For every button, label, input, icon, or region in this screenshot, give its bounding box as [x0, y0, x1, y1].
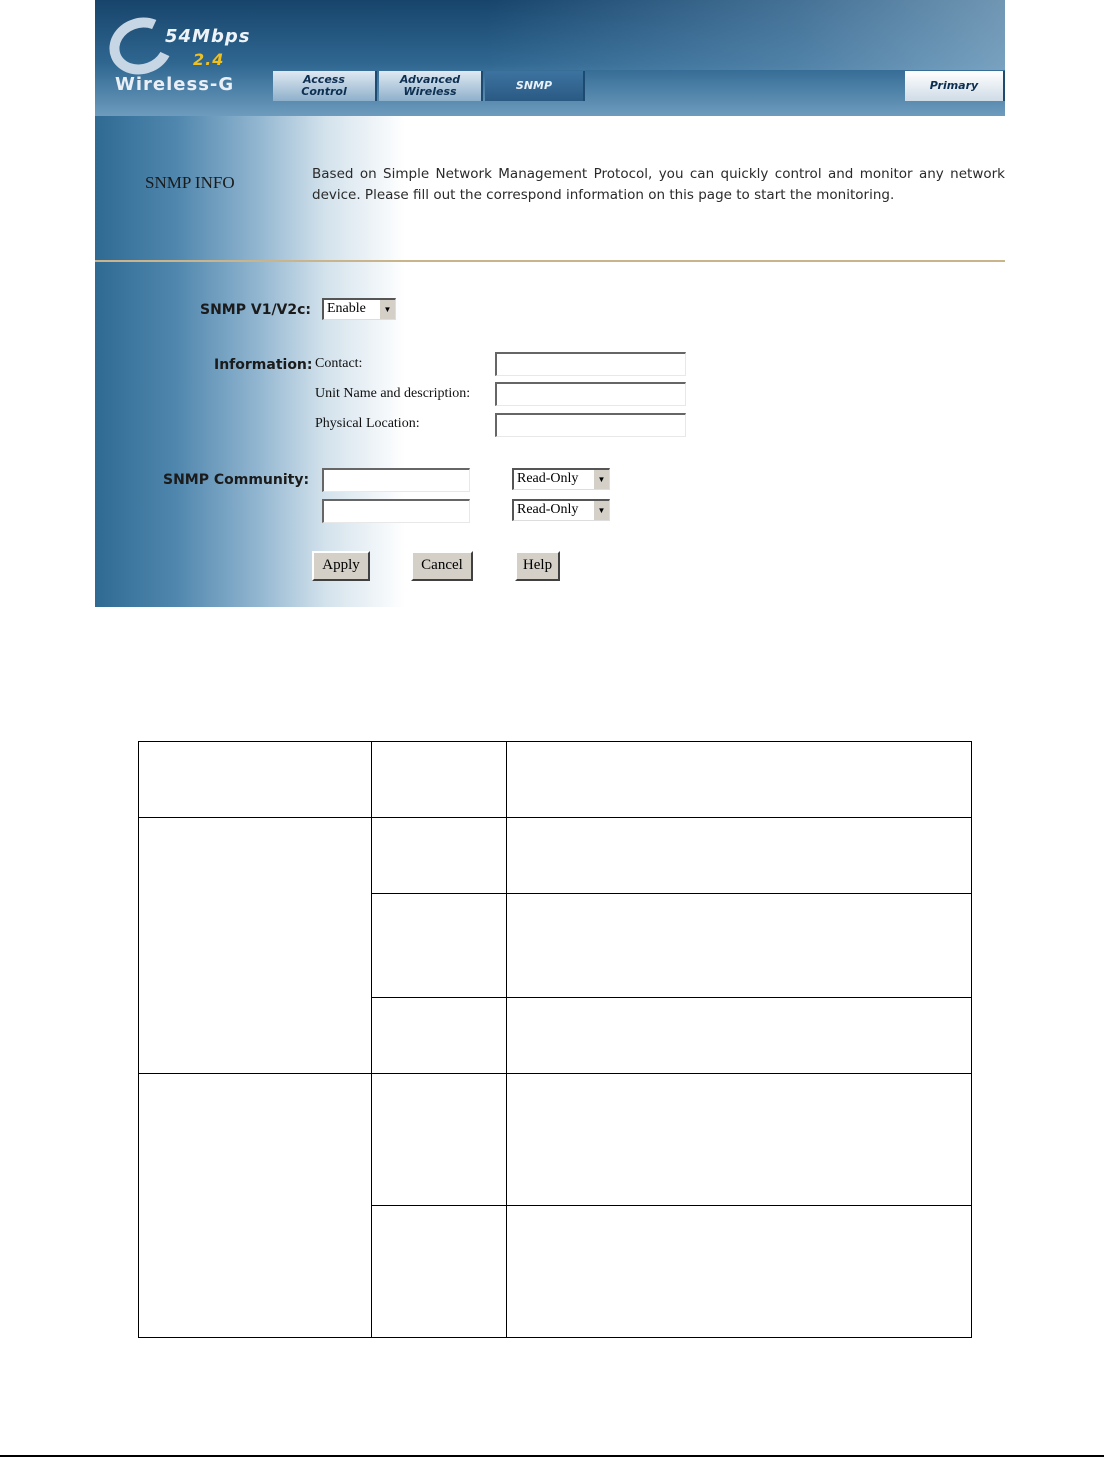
apply-button[interactable]: Apply: [312, 551, 370, 581]
logo-band: 2.4: [193, 50, 225, 69]
table-cell: [507, 1074, 972, 1206]
help-button[interactable]: Help: [515, 551, 560, 581]
community-2-access-value: Read-Only: [517, 502, 579, 517]
community-2-field[interactable]: [322, 499, 470, 523]
parameter-table: [138, 741, 972, 1338]
table-cell: [139, 818, 372, 1074]
snmp-version-label: SNMP V1/V2c:: [200, 302, 312, 318]
community-2-access-select[interactable]: [512, 499, 610, 521]
page-footer-rule: [0, 1455, 1104, 1457]
table-cell: [507, 1206, 972, 1338]
snmp-version-select[interactable]: [322, 298, 396, 320]
table-cell: [507, 742, 972, 818]
logo-product-name: Wireless-G: [115, 74, 235, 95]
table-cell: [372, 742, 507, 818]
tab-snmp[interactable]: SNMP: [485, 71, 585, 101]
unit-name-field[interactable]: [495, 382, 686, 406]
table-cell: [372, 1206, 507, 1338]
snmp-version-value: Enable: [327, 301, 366, 316]
table-cell: [507, 998, 972, 1074]
divider: [95, 260, 1005, 262]
section-title: SNMP INFO: [145, 173, 235, 192]
section-description: Based on Simple Network Management Protocol, you can quickly control and monitor any network device. Please fill out the correspond information on this page to start the monitoring.: [312, 166, 1005, 203]
tab-primary[interactable]: Primary: [905, 71, 1005, 101]
table-row: [139, 818, 972, 894]
contact-label: Contact:: [315, 356, 363, 371]
tab-advanced-wireless[interactable]: Advanced Wireless: [379, 71, 483, 101]
community-1-field[interactable]: [322, 468, 470, 492]
header-decoration: [485, 0, 1005, 70]
table-row: [139, 742, 972, 818]
table-cell: [372, 1074, 507, 1206]
logo-speed: 54Mbps: [165, 26, 251, 47]
table-cell: [372, 998, 507, 1074]
table-cell: [507, 894, 972, 998]
chevron-down-icon: ▼: [593, 501, 609, 520]
table-cell: [372, 894, 507, 998]
tab-access-control[interactable]: Access Control: [273, 71, 377, 101]
snmp-settings-screenshot: [95, 0, 1005, 607]
table-row: [139, 1074, 972, 1206]
chevron-down-icon: ▼: [593, 470, 609, 489]
physical-location-field[interactable]: [495, 413, 686, 437]
community-1-access-value: Read-Only: [517, 471, 579, 486]
unit-name-label: Unit Name and description:: [315, 386, 471, 401]
community-1-access-select[interactable]: [512, 468, 610, 490]
chevron-down-icon: ▼: [379, 300, 395, 319]
table-cell: [372, 818, 507, 894]
information-label: Information:: [214, 357, 313, 373]
cancel-button[interactable]: Cancel: [411, 551, 473, 581]
table-cell: [139, 742, 372, 818]
snmp-community-label: SNMP Community:: [163, 472, 310, 488]
header-banner: [95, 0, 1005, 116]
table-cell: [139, 1074, 372, 1338]
physical-location-label: Physical Location:: [315, 416, 420, 431]
table-cell: [507, 818, 972, 894]
contact-field[interactable]: [495, 352, 686, 376]
